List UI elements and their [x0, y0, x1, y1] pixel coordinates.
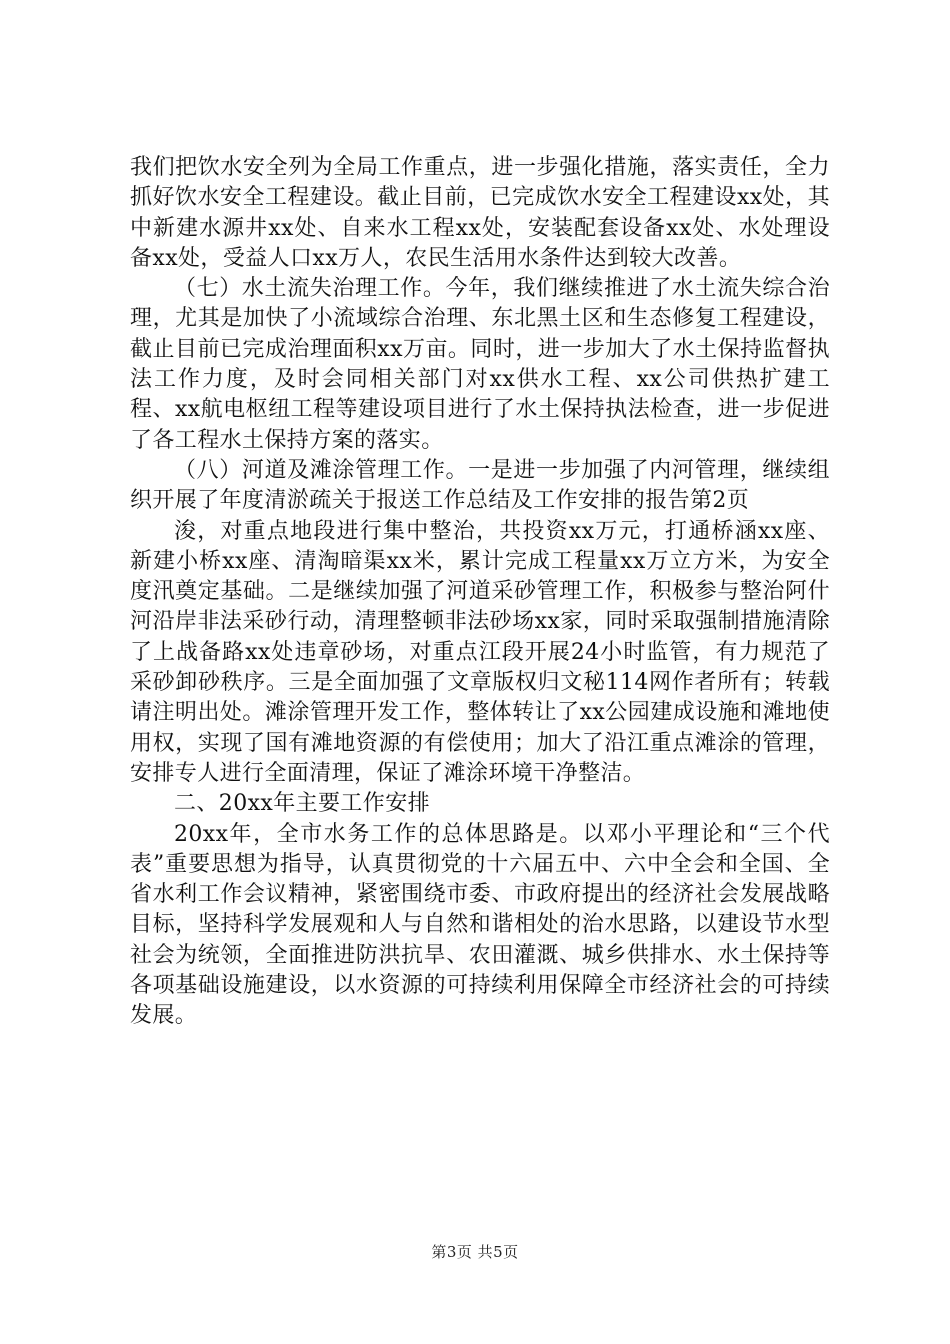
- page-number-footer: 第3页 共5页: [431, 1243, 519, 1261]
- paragraph-drinking-water: 我们把饮水安全列为全局工作重点，进一步强化措施，落实责任，全力抓好饮水安全工程建设。截止目前，已完成饮水安全工程建设xx处，其中新建水源井xx处、自来水工程xx处，安装配套设备xx处、水处理设备xx处，受益人口xx万人，农民生活用水条件达到较大改善。: [130, 155, 830, 271]
- paragraph-river-management-continued: 浚，对重点地段进行集中整治，共投资xx万元，打通桥涵xx座、新建小桥xx座、清淘暗渠xx米，累计完成工程量xx万立方米，为安全度汛奠定基础。二是继续加强了河道采砂管理工作，积极参与整治阿什河沿岸非法采砂行动，清理整顿非法砂场xx家，同时采取强制措施清除了上战备路xx处违章砂场，对重点江段开展24小时监管，有力规范了采砂卸砂秩序。三是全面加强了文章版权归文秘114网作者所有；转载请注明出处。滩涂管理开发工作，整体转让了xx公园建成设施和滩地使用权，实现了国有滩地资源的有偿使用；加大了沿江重点滩涂的管理，安排专人进行全面清理，保证了滩涂环境干净整洁。: [130, 518, 830, 786]
- document-body: [130, 153, 830, 1032]
- paragraph-soil-erosion: （七）水土流失治理工作。今年，我们继续推进了水土流失综合治理，尤其是加快了小流域综合治理、东北黑土区和生态修复工程建设，截止目前已完成治理面积xx万亩。同时，进一步加大了水土保持监督执法工作力度，及时会同相关部门对xx供水工程、xx公司供热扩建工程、xx航电枢纽工程等建设项目进行了水土保持执法检查，进一步促进了各工程水土保持方案的落实。: [130, 276, 830, 453]
- paragraph-overall-approach: 20xx年，全市水务工作的总体思路是。以邓小平理论和“三个代表”重要思想为指导，认真贯彻党的十六届五中、六中全会和全国、全省水利工作会议精神，紧密围绕市委、市政府提出的经济社会发展战略目标，坚持科学发展观和人与自然和谐相处的治水思路，以建设节水型社会为统领，全面推进防洪抗旱、农田灌溉、城乡供排水、水土保持等各项基础设施建设，以水资源的可持续利用保障全市经济社会的可持续发展。: [130, 821, 830, 1029]
- paragraph-river-management: （八）河道及滩涂管理工作。一是进一步加强了内河管理，继续组织开展了年度清淤疏关于报送工作总结及工作安排的报告第2页: [130, 457, 830, 514]
- section-heading: 二、20xx年主要工作安排: [174, 791, 431, 817]
